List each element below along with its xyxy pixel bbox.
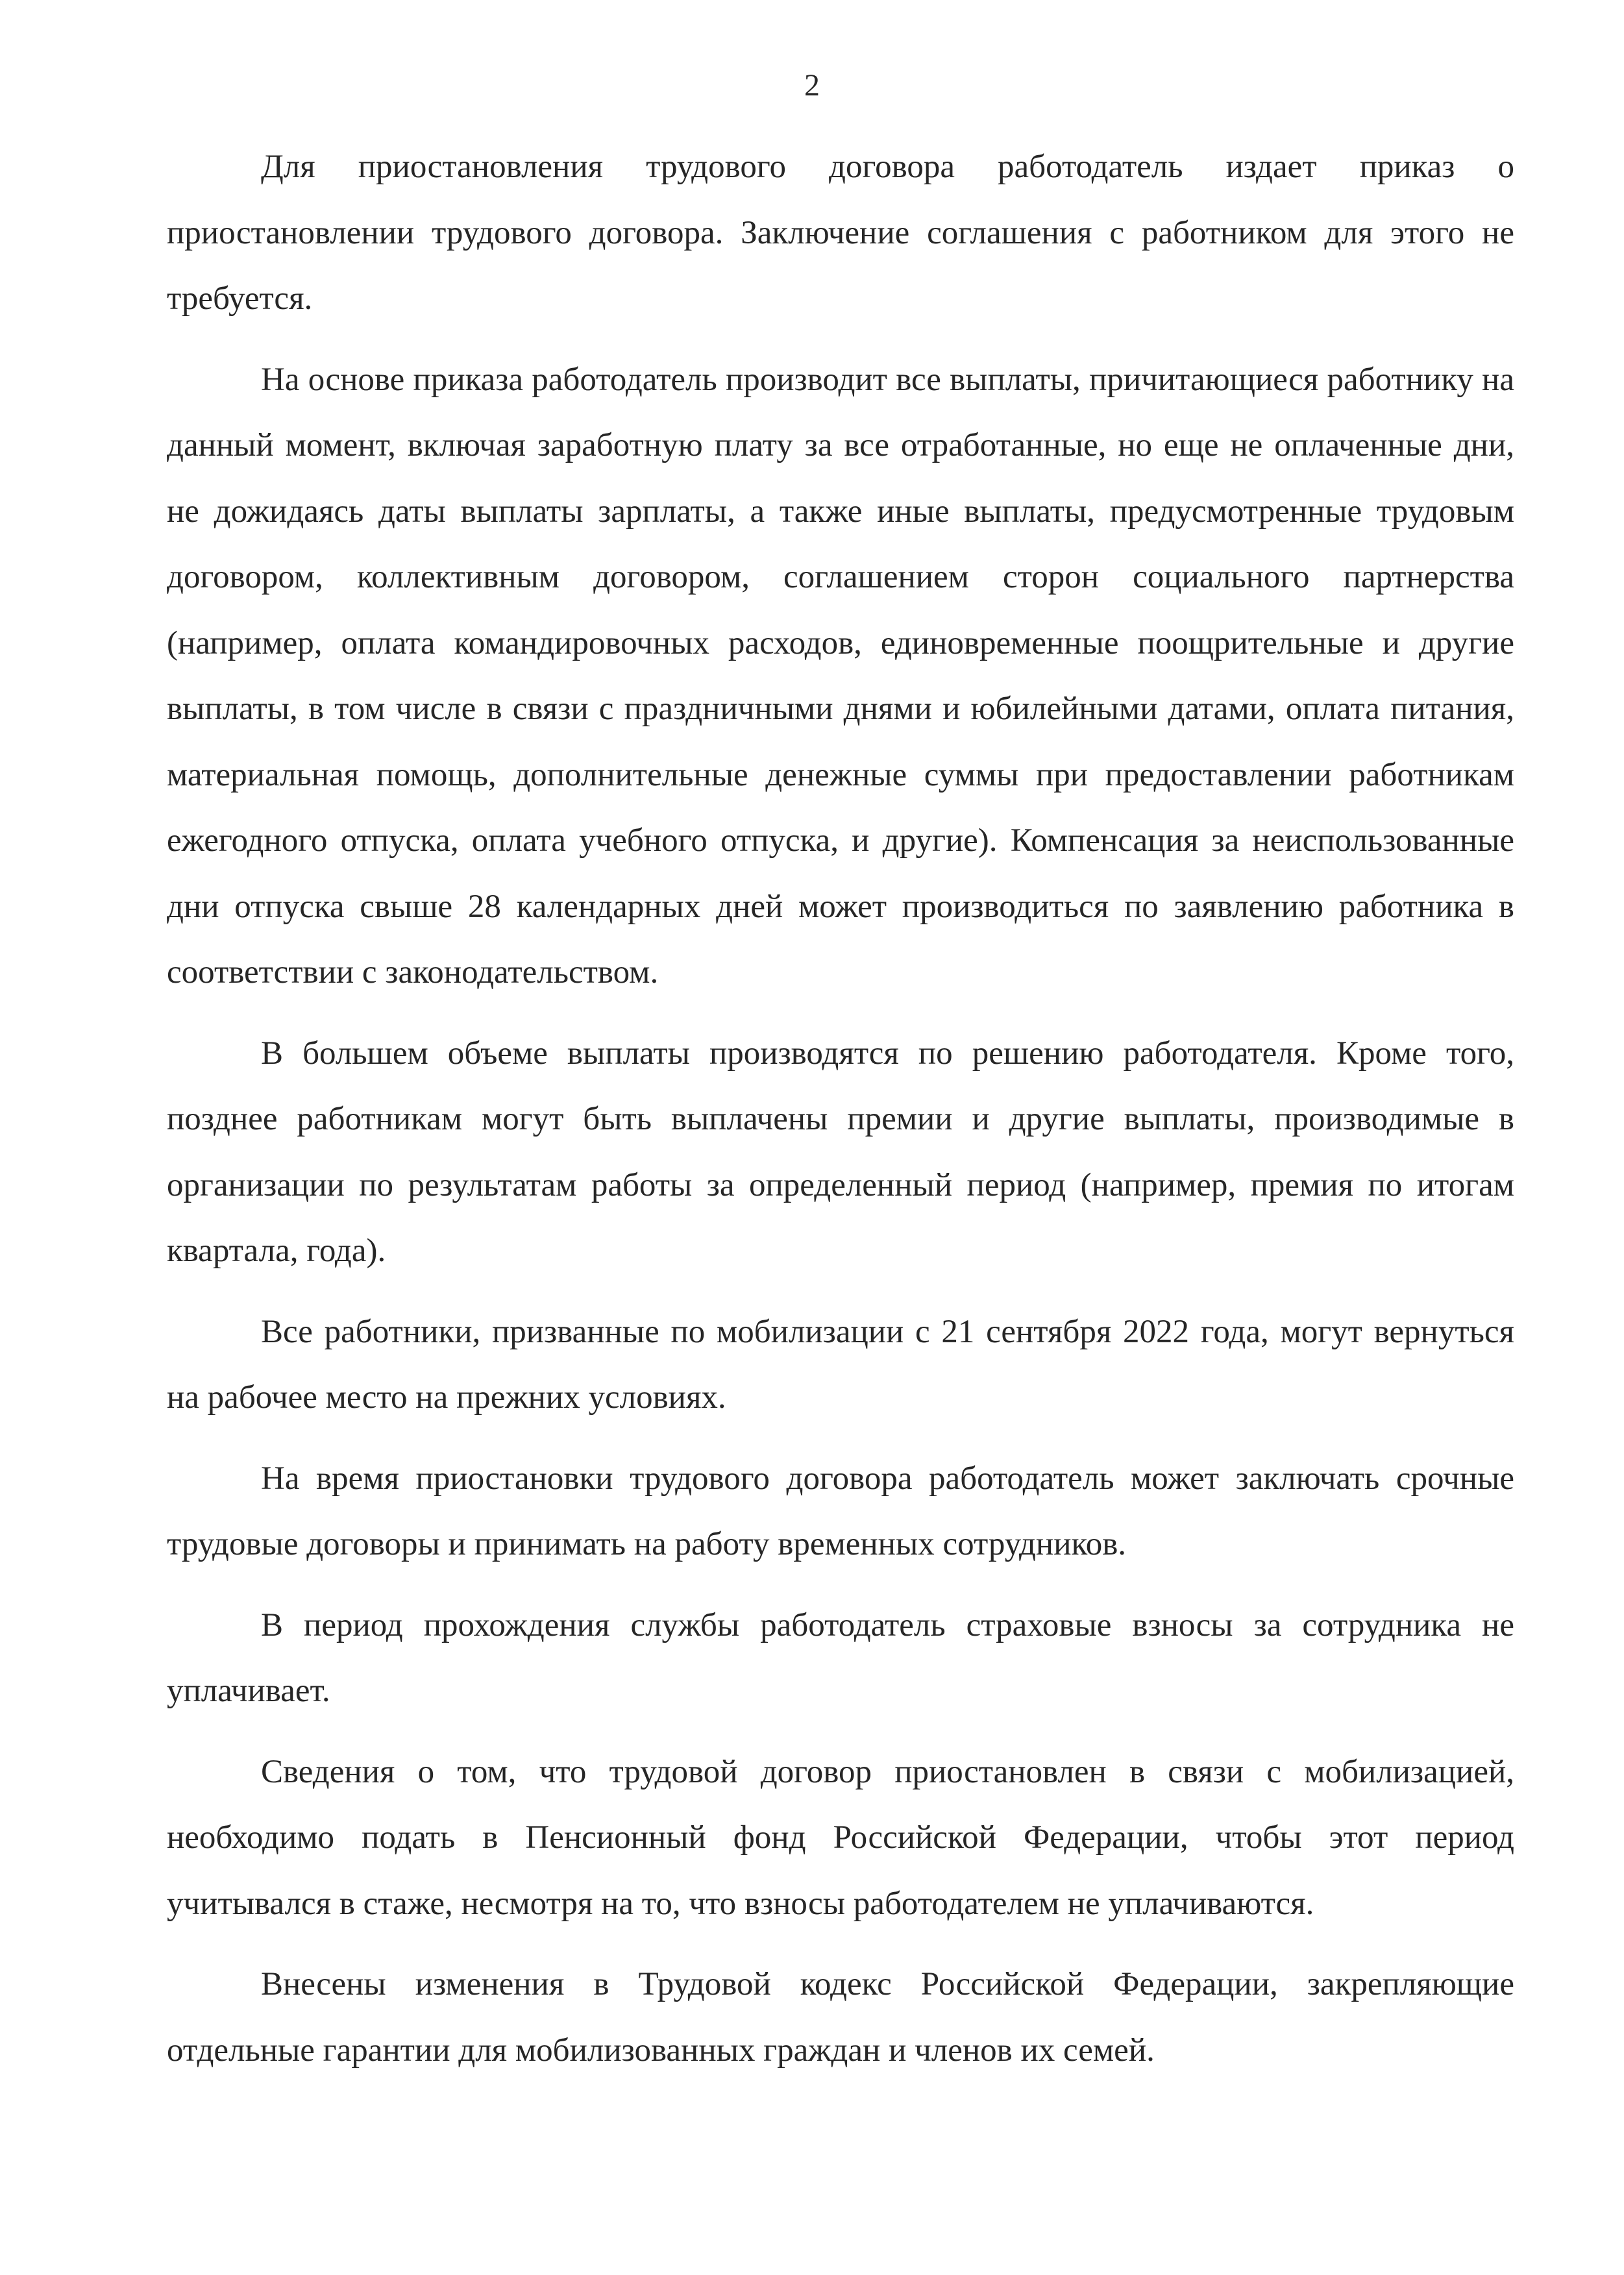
paragraph-insurance-contributions: В период прохождения службы работодатель страховые взносы за сотрудника не уплачивает.	[167, 1606, 1514, 1709]
paragraph-employer-decision: В большем объеме выплаты производятся по решению работодателя. Кроме того, позднее работникам могут быть выплачены премии и другие выплаты, производимые в организации по результатам работы за определенный период (например, премия по итогам квартала, года).	[167, 1035, 1514, 1269]
paragraph-suspension-order: Для приостановления трудового договора работодатель издает приказ о приостановлении трудового договора. Заключение соглашения с работником для этого не требуется.	[167, 149, 1514, 317]
paragraph-labor-code: Внесены изменения в Трудовой кодекс Российской Федерации, закрепляющие отдельные гарантии для мобилизованных граждан и членов их семей.	[167, 1966, 1514, 2069]
paragraph-pension-fund: Сведения о том, что трудовой договор приостановлен в связи с мобилизацией, необходимо подать в Пенсионный фонд Российской Федерации, чтобы этот период учитывался в стаже, несмотря на то, что взносы работодателем не уплачиваются.	[167, 1753, 1514, 1922]
document-body	[167, 134, 1514, 2098]
page-number: 2	[804, 68, 820, 103]
paragraph-payments: На основе приказа работодатель производит все выплаты, причитающиеся работнику на данный момент, включая заработную плату за все отработанные, но еще не оплаченные дни, не дожидаясь даты выплаты зарплаты, а также иные выплаты, предусмотренные трудовым договором, коллективным договором, соглашением сторон социального партнерства (например, оплата командировочных расходов, единовременные поощрительные и другие выплаты, в том числе в связи с праздничными днями и юбилейными датами, оплата питания, материальная помощь, дополнительные денежные суммы при предоставлении работникам ежегодного отпуска, оплата учебного отпуска, и другие). Компенсация за неиспользованные дни отпуска свыше 28 календарных дней может производиться по заявлению работника в соответствии с законодательством.	[167, 361, 1514, 990]
paragraph-temporary-staff: На время приостановки трудового договора работодатель может заключать срочные трудовые договоры и принимать на работу временных сотрудников.	[167, 1460, 1514, 1562]
paragraph-return-to-work: Все работники, призванные по мобилизации с 21 сентября 2022 года, могут вернуться на рабочее место на прежних условиях.	[167, 1313, 1514, 1416]
